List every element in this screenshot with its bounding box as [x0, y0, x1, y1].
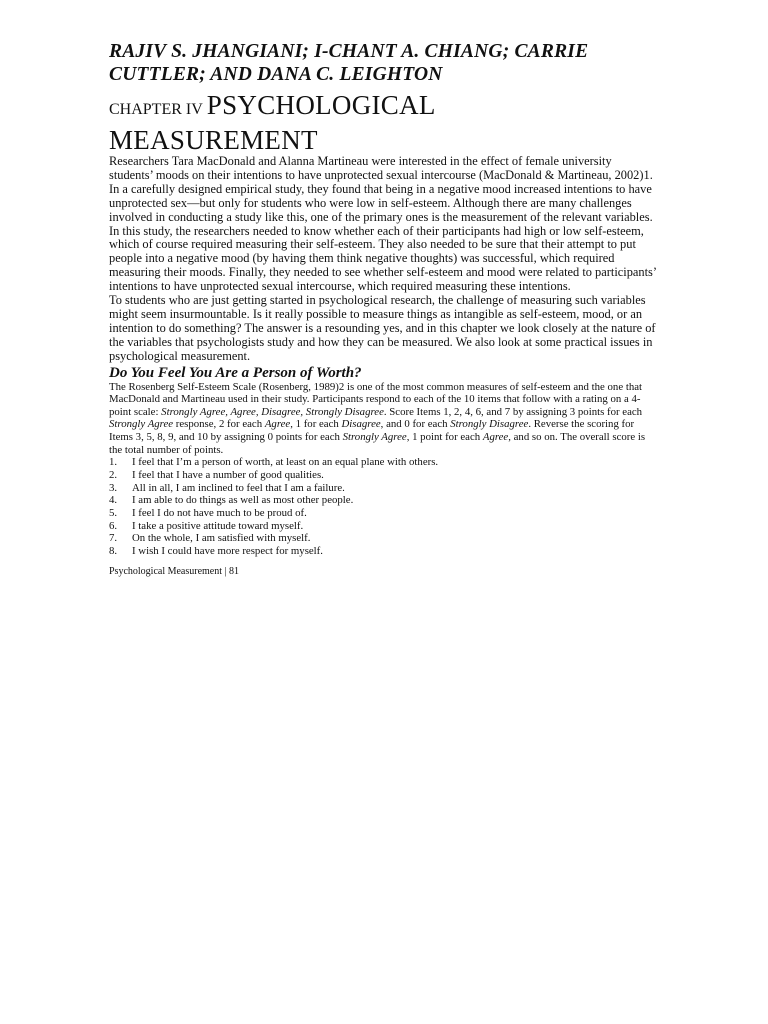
chapter-heading — [109, 90, 657, 155]
item-number: 2. — [109, 468, 118, 481]
section-heading: Do You Feel You Are a Person of Worth? — [109, 364, 362, 381]
item-number: 6. — [109, 519, 118, 532]
item-text: I wish I could have more respect for myself. — [132, 545, 323, 558]
item-number: 1. — [109, 456, 118, 469]
item-text: On the whole, I am satisfied with myself. — [132, 532, 311, 545]
paragraph-intro: Researchers Tara MacDonald and Alanna Martineau were interested in the effect of female university students’ moods on their intentions to have unprotected sexual intercourse (MacDonald & Martineau, 2002)1. In a carefully designed empirical study, they found that being in a negative mood increased intentions to have unprotected sex—but only for students who were low in self-esteem. Although there are many challenges involved in conducting a study like this, one of the primary ones is the measurement of the relevant variables. In this study, the researchers needed to know whether each of their participants had high or low self-esteem, which of course required measuring their self-esteem. They also needed to be sure that their attempt to put people into a negative mood (by having them think negative thoughts) was successful, which required measuring their moods. Finally, they needed to see whether self-esteem and mood were related to participants’ intentions to have unprotected sexual intercourse, which required measuring these intentions. — [109, 154, 657, 294]
item-text: I feel that I’m a person of worth, at least on an equal plane with others. — [132, 456, 439, 469]
list-item — [109, 545, 657, 558]
item-text: I feel that I have a number of good qualities. — [132, 468, 324, 481]
item-number: 3. — [109, 481, 118, 494]
item-number: 7. — [109, 532, 118, 545]
chapter-title-line1: PSYCHOLOGICAL — [206, 90, 436, 120]
item-text: I take a positive attitude toward myself. — [132, 519, 304, 532]
list-item — [109, 469, 657, 482]
list-item — [109, 520, 657, 533]
page-footer: Psychological Measurement | 81 — [109, 565, 240, 577]
item-number: 8. — [109, 545, 118, 558]
item-number: 5. — [109, 506, 118, 519]
author-line: RAJIV S. JHANGIANI; I-CHANT A. CHIANG; CARRIE CUTTLER; AND DANA C. LEIGHTON — [109, 41, 589, 85]
list-item — [109, 532, 657, 545]
list-item — [109, 456, 657, 469]
scale-item-list — [109, 456, 657, 558]
chapter-title-line2: MEASUREMENT — [109, 125, 318, 155]
list-item — [109, 482, 657, 495]
chapter-label: CHAPTER IV — [109, 101, 203, 118]
scale-description: The Rosenberg Self-Esteem Scale (Rosenberg, 1989)2 is one of the most common measures of self-esteem and the one that MacDonald and Martineau used in their study. Participants respond to each of the 10 items that follow with a rating on a 4-point scale: Strongly Agree, Agree, Disagree, Strongly Disagree. Score Items 1, 2, 4, 6, and 7 by assigning 3 points for each Strongly Agree response, 2 for each Agree, 1 for each Disagree, and 0 for each Strongly Disagree. Reverse the scoring for Items 3, 5, 8, 9, and 10 by assigning 0 points for each Strongly Agree, 1 point for each Agree, and so on. The overall score is the total number of points. — [109, 380, 646, 456]
item-text: I am able to do things as well as most other people. — [132, 494, 354, 507]
item-text: I feel I do not have much to be proud of. — [132, 506, 307, 519]
list-item — [109, 494, 657, 507]
paragraph-second: To students who are just getting started in psychological research, the challenge of measuring such variables might seem insurmountable. Is it really possible to measure things as intangible as self-esteem, mood, or an intention to do something? The answer is a resounding yes, and in this chapter we look closely at the nature of the variables that psychologists study and how they can be measured. We also look at some practical issues in psychological measurement. — [109, 293, 656, 363]
document-page — [109, 40, 657, 577]
item-number: 4. — [109, 494, 118, 507]
list-item — [109, 507, 657, 520]
item-text: All in all, I am inclined to feel that I am a failure. — [132, 481, 345, 494]
